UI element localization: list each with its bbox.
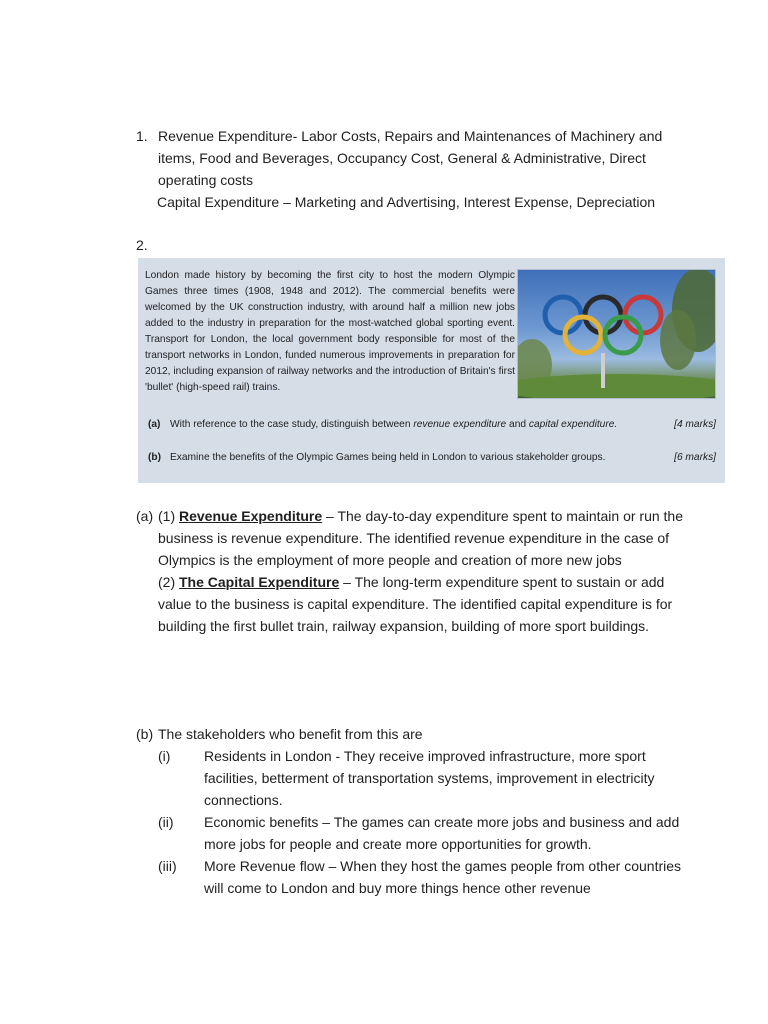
- answer-b-label: (b): [136, 726, 154, 742]
- answer-b: [136, 723, 696, 899]
- case-question-a-label: (a): [148, 419, 161, 430]
- question-2: [136, 234, 696, 256]
- list-item-number: (ii): [158, 814, 174, 830]
- list-item-text: More Revenue flow – When they host the games people from other countries will come to London and buy more things hence other revenue: [204, 858, 682, 896]
- case-question-b: [148, 451, 716, 465]
- list-item: [136, 745, 696, 811]
- answer-a: [136, 505, 696, 637]
- list-item-text: Residents in London - They receive improved infrastructure, more sport facilities, betterment of transportation systems, improvement in electricity connections.: [204, 748, 655, 808]
- answer-a-revenue-body: – The day-to-day expenditure spent to maintain or run the business is revenue expenditure. The identified revenue expenditure in the case of Olympics is the employment of more people and creation of more new jobs: [158, 508, 684, 568]
- answer-a-revenue-term: Revenue Expenditure: [179, 508, 323, 524]
- list-item: [136, 811, 696, 855]
- case-question-a-term-1: revenue expenditure: [413, 419, 507, 430]
- case-question-b-text: Examine the benefits of the Olympic Games being held in London to various stakeholder groups.: [170, 452, 606, 463]
- question-1: [136, 125, 696, 213]
- answer-a-capital-paragraph: [158, 571, 696, 637]
- answer-a-revenue-paragraph: [158, 505, 696, 571]
- answer-a-capital-prefix: (2): [158, 574, 179, 590]
- case-question-a: [148, 418, 716, 432]
- answer-b-intro: The stakeholders who benefit from this are: [158, 726, 423, 742]
- list-item-text: Economic benefits – The games can create more jobs and business and add more jobs for people and create more opportunities for growth.: [204, 814, 680, 852]
- answer-a-capital-body: – The long-term expenditure spent to sustain or add value to the business is capital expenditure. The identified capital expenditure is for building the first bullet train, railway expansion, building of more sport buildings.: [158, 574, 673, 634]
- list-item-number: (i): [158, 748, 171, 764]
- case-question-a-connector: and: [506, 419, 529, 430]
- olympic-rings-icon: [518, 270, 715, 398]
- question-1-number: 1.: [136, 128, 148, 144]
- case-question-a-text: With reference to the case study, distinguish between: [170, 419, 414, 430]
- case-study-box: [138, 258, 725, 483]
- capital-expenditure-list: Capital Expenditure – Marketing and Advertising, Interest Expense, Depreciation: [157, 194, 656, 210]
- answer-a-capital-term: The Capital Expenditure: [179, 574, 340, 590]
- revenue-expenditure-list: Revenue Expenditure- Labor Costs, Repairs and Maintenances of Machinery and items, Food and Beverages, Occupancy Cost, General & Administrative, Direct operating costs: [158, 128, 663, 188]
- case-question-b-marks: [6 marks]: [674, 452, 716, 463]
- case-question-a-term-2: capital expenditure.: [528, 419, 618, 430]
- olympic-rings-photo: [517, 269, 716, 399]
- list-item-number: (iii): [158, 858, 177, 874]
- answer-a-label: (a): [136, 508, 154, 524]
- question-2-number: 2.: [136, 237, 148, 253]
- answer-a-revenue-prefix: (1): [158, 508, 179, 524]
- case-study-text: London made history by becoming the first city to host the modern Olympic Games three times (1908, 1948 and 2012). The commercial benefits were welcomed by the UK construction industry, with around half a million new jobs added to the industry in preparation for the most-watched global sporting event. Transport for London, the local government body responsible for most of the transport networks in London, funded numerous improvements in preparation for 2012, including expansion of railway networks and the introduction of Britain's first 'bullet' (high-speed rail) trains.: [145, 270, 515, 393]
- list-item: [136, 855, 696, 899]
- case-question-b-label: (b): [148, 452, 162, 463]
- case-question-a-marks: [4 marks]: [674, 419, 716, 430]
